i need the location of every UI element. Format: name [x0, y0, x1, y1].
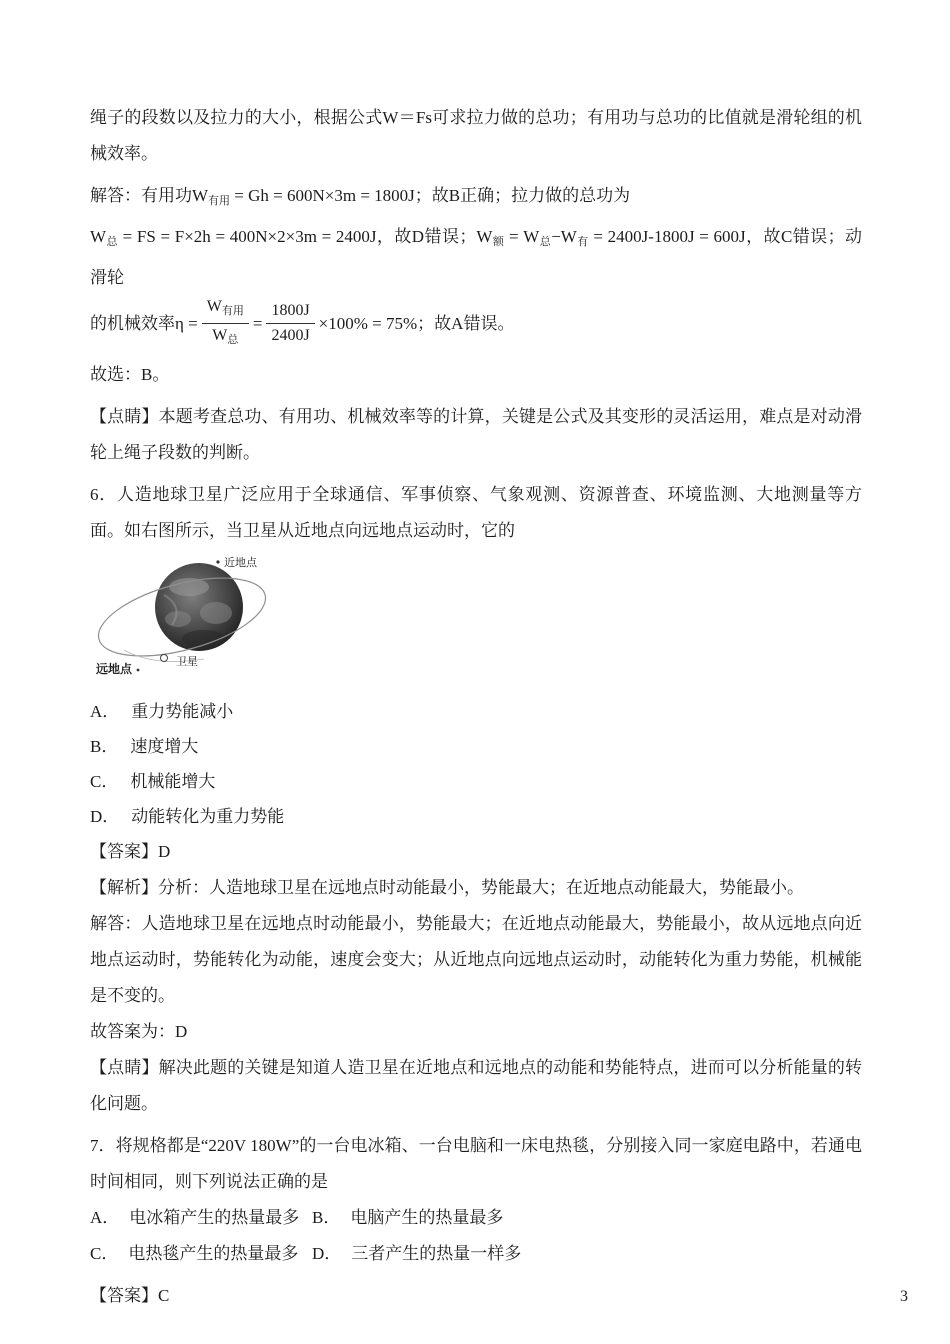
perigee-dot-icon	[216, 560, 219, 563]
option-7d	[312, 1236, 862, 1272]
question6-conclusion: 故答案为：D	[90, 1022, 188, 1041]
option-7d-text: 三者产生的热量一样多	[351, 1244, 522, 1263]
question6-stem: 6．人造地球卫星广泛应用于全球通信、军事侦察、气象观测、资源普查、环境监测、大地测量等方面。如右图所示，当卫星从近地点向远地点运动时，它的	[90, 485, 862, 540]
option-6a-text: 重力势能减小	[131, 702, 234, 721]
option-7d-label: D．	[312, 1244, 342, 1263]
option-7a	[90, 1200, 312, 1236]
apogee-dot-icon	[137, 669, 140, 672]
option-7b	[312, 1200, 862, 1236]
option-6c-text: 机械能增大	[130, 772, 216, 791]
question7-answer: 【答案】C	[90, 1286, 170, 1305]
satellite-orbit-figure	[94, 555, 286, 686]
solution5-intro: 绳子的段数以及拉力的大小，根据公式W＝Fs可求拉力做的总功；有用功与总功的比值就是滑轮组的机械效率。	[90, 108, 862, 163]
option-6b	[90, 729, 862, 764]
question7-stem: 7．将规格都是“220V 180W”的一台电冰箱、一台电脑和一床电热毯，分别接入同一家庭电路中，若通电时间相同，则下列说法正确的是	[90, 1136, 862, 1191]
question7-options	[90, 1200, 862, 1272]
option-7a-label: A．	[90, 1208, 120, 1227]
option-6d-text: 动能转化为重力势能	[131, 807, 285, 826]
option-7c	[90, 1236, 312, 1272]
solution5-tip: 【点睛】本题考查总功、有用功、机械效率等的计算，关键是公式及其变形的灵活运用，难点是对动滑轮上绳子段数的判断。	[90, 407, 862, 462]
option-7a-text: 电冰箱产生的热量最多	[129, 1208, 300, 1227]
solution5-efficiency-formula: 的机械效率η = $\frac{W_{有用}}{W_总}$ = $\frac{1800J}{2400J}$ ×100% = 75%；故A错误。	[90, 298, 515, 346]
option-6c-label: C．	[90, 772, 119, 791]
option-6d-label: D．	[90, 807, 120, 826]
option-7c-label: C．	[90, 1244, 119, 1263]
label-satellite: 卫星	[176, 656, 198, 668]
solution5-conclusion: 故选：B。	[90, 365, 170, 384]
option-6b-label: B．	[90, 737, 119, 756]
option-6d	[90, 799, 862, 834]
solution5-step2: $W_总$ = FS = F×2h = 400N×2×3m = 2400J，故D错误；$W_额 = W_总-W_有 = 2400J-1800J = 600J$，故C错误；动滑轮	[90, 227, 863, 287]
option-7b-label: B．	[312, 1208, 341, 1227]
question6-tip: 【点睛】解决此题的关键是知道人造卫星在近地点和远地点的动能和势能特点，进而可以分析能量的转化问题。	[90, 1058, 862, 1113]
question6-analysis: 【解析】分析：人造地球卫星在远地点时动能最小，势能最大；在近地点动能最大，势能最小。	[90, 878, 804, 897]
question6-options	[90, 694, 862, 834]
question6-answer: 【答案】D	[90, 842, 171, 861]
label-perigee: 近地点	[224, 557, 257, 569]
option-6a-label: A．	[90, 702, 120, 721]
option-6a	[90, 694, 862, 729]
option-7c-text: 电热毯产生的热量最多	[128, 1244, 299, 1263]
page-number: 3	[900, 1288, 908, 1305]
option-6c	[90, 764, 862, 799]
label-apogee: 远地点	[96, 662, 133, 676]
solution5-step1: 解答：有用功$W_{有用} = Gh = 600N\times 3m = 1800J$；故B正确；拉力做的总功为	[90, 186, 631, 207]
option-6b-text: 速度增大	[130, 737, 199, 756]
option-7b-text: 电脑产生的热量最多	[350, 1208, 504, 1227]
satellite-orbit-svg	[94, 555, 286, 681]
satellite-icon	[161, 655, 168, 662]
question6-explain: 解答：人造地球卫星在远地点时动能最小，势能最大；在近地点动能最大，势能最小，故从远地点向近地点运动时，势能转化为动能，速度会变大；从近地点向远地点运动时，动能转化为重力势能，机械能是不变的。	[90, 914, 862, 1005]
